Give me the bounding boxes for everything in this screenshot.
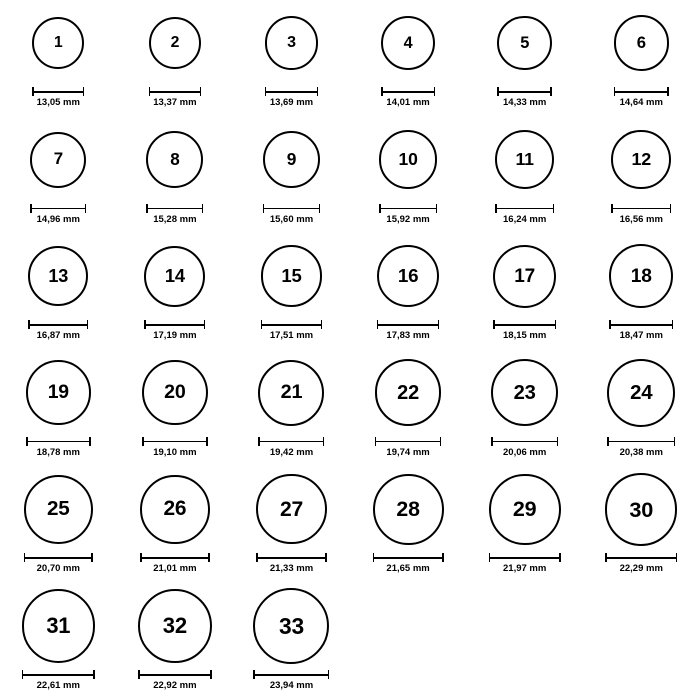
ring-circle-wrap — [0, 117, 117, 203]
ring-size-number: 29 — [512, 496, 537, 521]
ring-circle-icon[interactable] — [607, 359, 675, 427]
ring-circle-icon[interactable] — [491, 359, 558, 426]
ring-size-cell — [117, 233, 234, 341]
diameter-label: 21,01 mm — [153, 563, 197, 575]
ring-circle-wrap — [350, 233, 467, 319]
diameter-label: 13,69 mm — [269, 97, 314, 108]
ring-size-cell — [350, 350, 467, 458]
diameter-measure — [149, 87, 202, 108]
ring-circle-wrap — [0, 233, 117, 319]
caliper-icon — [493, 320, 556, 329]
caliper-icon — [377, 320, 440, 329]
diameter-label: 13,05 mm — [36, 97, 80, 108]
ring-size-cell — [117, 350, 234, 458]
diameter-label: 16,24 mm — [503, 213, 547, 225]
ring-size-cell — [466, 233, 583, 341]
ring-size-cell — [583, 117, 700, 225]
caliper-icon — [142, 437, 207, 446]
ring-size-cell — [233, 233, 350, 341]
diameter-label: 19,10 mm — [153, 446, 197, 458]
caliper-icon — [375, 437, 442, 446]
ring-size-cell — [0, 466, 117, 574]
diameter-measure — [381, 87, 435, 108]
diameter-measure — [253, 670, 329, 691]
ring-size-cell — [0, 350, 117, 458]
ring-size-number: 20 — [164, 380, 186, 403]
ring-size-cell — [583, 0, 700, 108]
diameter-label: 23,94 mm — [269, 679, 314, 691]
ring-circle-wrap — [466, 466, 583, 552]
caliper-icon — [605, 553, 677, 562]
ring-size-number: 10 — [398, 148, 418, 169]
ring-size-cell — [117, 117, 234, 225]
ring-size-number: 24 — [630, 381, 653, 404]
ring-circle-wrap — [0, 466, 117, 552]
ring-circle-wrap — [233, 583, 350, 669]
ring-circle-wrap — [466, 233, 583, 319]
ring-size-number: 17 — [514, 265, 536, 287]
ring-circle-wrap — [350, 117, 467, 203]
ring-size-number: 6 — [636, 32, 646, 52]
ring-size-cell — [0, 583, 117, 691]
ring-size-number: 1 — [54, 34, 63, 52]
diameter-measure — [22, 670, 95, 691]
ring-circle-icon[interactable] — [142, 360, 207, 425]
ring-size-cell — [117, 583, 234, 691]
ring-circle-icon[interactable] — [377, 245, 440, 308]
ring-circle-icon[interactable] — [379, 130, 437, 188]
ring-size-number: 15 — [281, 264, 302, 286]
ring-circle-icon[interactable] — [149, 17, 202, 70]
ring-size-number: 2 — [170, 34, 180, 52]
ring-circle-wrap — [466, 117, 583, 203]
ring-circle-icon[interactable] — [253, 588, 329, 664]
ring-circle-wrap — [0, 350, 117, 436]
ring-size-row — [0, 583, 700, 700]
ring-size-cell — [583, 466, 700, 574]
ring-circle-wrap — [117, 233, 234, 319]
ring-size-number: 7 — [53, 149, 63, 169]
ring-size-cell — [350, 117, 467, 225]
diameter-measure — [138, 670, 212, 691]
diameter-label: 19,42 mm — [269, 446, 314, 458]
ring-circle-icon[interactable] — [26, 360, 91, 425]
ring-size-cell — [583, 233, 700, 341]
ring-circle-wrap — [466, 0, 583, 86]
caliper-icon — [373, 553, 444, 562]
diameter-measure — [497, 87, 552, 108]
ring-size-number: 5 — [520, 33, 530, 52]
ring-circle-icon[interactable] — [258, 360, 324, 426]
diameter-label: 14,01 mm — [386, 97, 430, 108]
caliper-icon — [26, 437, 91, 446]
ring-size-cell — [233, 466, 350, 574]
ring-circle-wrap — [117, 350, 234, 436]
ring-size-cell — [350, 466, 467, 574]
ring-size-cell — [466, 350, 583, 458]
diameter-label: 14,33 mm — [503, 97, 547, 108]
ring-size-number: 33 — [279, 612, 304, 639]
ring-size-cell — [466, 117, 583, 225]
diameter-measure — [375, 437, 442, 458]
ring-size-number: 19 — [47, 381, 69, 404]
ring-circle-wrap — [350, 350, 467, 436]
ring-circle-wrap — [466, 350, 583, 436]
caliper-icon — [611, 204, 671, 213]
diameter-measure — [611, 204, 671, 225]
diameter-label: 20,38 mm — [619, 446, 663, 458]
diameter-label: 19,74 mm — [386, 446, 430, 458]
caliper-icon — [22, 670, 95, 679]
diameter-measure — [495, 204, 554, 225]
diameter-label: 21,97 mm — [503, 563, 547, 575]
caliper-icon — [253, 670, 329, 679]
caliper-icon — [265, 87, 318, 96]
ring-circle-icon[interactable] — [140, 475, 210, 545]
ring-size-number: 27 — [279, 497, 304, 521]
ring-circle-icon[interactable] — [375, 359, 442, 426]
ring-size-number: 31 — [46, 613, 71, 639]
diameter-label: 22,61 mm — [36, 679, 80, 691]
ring-size-row — [0, 0, 700, 117]
diameter-label: 22,92 mm — [153, 679, 197, 691]
caliper-icon — [607, 437, 675, 446]
diameter-label: 15,92 mm — [386, 213, 430, 225]
ring-size-cell — [350, 0, 467, 108]
diameter-measure — [142, 437, 207, 458]
ring-size-row — [0, 350, 700, 467]
ring-circle-icon[interactable] — [381, 16, 435, 70]
caliper-icon — [32, 87, 84, 96]
diameter-label: 21,33 mm — [269, 563, 314, 575]
ring-circle-wrap — [233, 0, 350, 86]
ring-circle-wrap — [233, 466, 350, 552]
ring-size-number: 13 — [48, 266, 69, 287]
diameter-label: 21,65 mm — [386, 563, 430, 575]
ring-size-number: 30 — [629, 496, 654, 522]
caliper-icon — [261, 320, 323, 329]
diameter-measure — [379, 204, 437, 225]
ring-size-cell — [233, 117, 350, 225]
ring-circle-wrap — [117, 583, 234, 669]
diameter-measure — [263, 204, 321, 225]
diameter-label: 17,19 mm — [153, 330, 197, 342]
diameter-label: 16,87 mm — [36, 330, 80, 342]
diameter-measure — [609, 320, 673, 341]
ring-circle-icon[interactable] — [144, 246, 205, 307]
ring-size-cell — [466, 466, 583, 574]
ring-circle-icon[interactable] — [24, 475, 93, 544]
ring-size-cell — [233, 583, 350, 691]
diameter-measure — [30, 204, 86, 225]
ring-circle-icon[interactable] — [256, 474, 326, 544]
caliper-icon — [138, 670, 212, 679]
ring-size-number: 3 — [287, 33, 296, 51]
ring-circle-icon[interactable] — [609, 244, 673, 308]
ring-circle-icon[interactable] — [265, 16, 318, 69]
diameter-label: 18,15 mm — [503, 330, 547, 342]
diameter-label: 17,83 mm — [386, 330, 430, 342]
diameter-measure — [144, 320, 205, 341]
diameter-label: 18,78 mm — [36, 446, 80, 458]
ring-circle-icon[interactable] — [497, 16, 552, 71]
caliper-icon — [140, 553, 210, 562]
ring-size-number: 22 — [397, 381, 419, 404]
ring-circle-icon[interactable] — [22, 589, 95, 662]
ring-size-number: 32 — [162, 612, 187, 638]
diameter-label: 14,64 mm — [619, 97, 663, 108]
caliper-icon — [614, 87, 670, 96]
ring-size-row — [0, 466, 700, 583]
ring-size-number: 8 — [170, 150, 180, 170]
ring-size-number: 12 — [631, 148, 652, 169]
ring-circle-wrap — [583, 350, 700, 436]
diameter-measure — [489, 553, 561, 574]
ring-circle-wrap — [0, 583, 117, 669]
ring-size-cell — [0, 0, 117, 108]
diameter-measure — [377, 320, 440, 341]
diameter-label: 16,56 mm — [619, 213, 663, 225]
ring-circle-wrap — [117, 0, 234, 86]
caliper-icon — [609, 320, 673, 329]
ring-circle-icon[interactable] — [605, 473, 677, 545]
ring-size-cell — [117, 466, 234, 574]
ring-circle-icon[interactable] — [611, 130, 671, 190]
ring-circle-icon[interactable] — [261, 245, 323, 307]
caliper-icon — [489, 553, 561, 562]
ring-size-number: 4 — [403, 33, 413, 52]
ring-circle-wrap — [583, 117, 700, 203]
ring-size-number: 9 — [286, 148, 297, 169]
caliper-icon — [497, 87, 552, 96]
diameter-measure — [146, 204, 203, 225]
diameter-label: 13,37 mm — [153, 97, 197, 108]
ring-circle-wrap — [233, 117, 350, 203]
diameter-label: 20,06 mm — [503, 446, 547, 458]
ring-circle-icon[interactable] — [28, 246, 88, 306]
caliper-icon — [24, 553, 93, 562]
diameter-label: 17,51 mm — [269, 330, 314, 342]
ring-size-number: 21 — [280, 380, 303, 403]
caliper-icon — [379, 204, 437, 213]
ring-circle-wrap — [233, 350, 350, 436]
caliper-icon — [256, 553, 326, 562]
ring-circle-icon[interactable] — [495, 130, 554, 189]
diameter-label: 22,29 mm — [619, 563, 663, 575]
ring-circle-icon[interactable] — [30, 132, 86, 188]
ring-size-number: 18 — [630, 265, 652, 287]
ring-circle-wrap — [350, 0, 467, 86]
ring-circle-icon[interactable] — [146, 131, 203, 188]
ring-circle-wrap — [350, 466, 467, 552]
ring-size-cell — [466, 0, 583, 108]
ring-circle-wrap — [233, 233, 350, 319]
diameter-label: 15,60 mm — [269, 213, 314, 225]
ring-size-cell — [583, 350, 700, 458]
ring-circle-wrap — [583, 233, 700, 319]
diameter-measure — [373, 553, 444, 574]
ring-circle-icon[interactable] — [138, 589, 212, 663]
diameter-measure — [24, 553, 93, 574]
diameter-label: 14,96 mm — [36, 213, 80, 225]
ring-size-number: 23 — [513, 381, 536, 404]
ring-circle-wrap — [0, 0, 117, 86]
ring-circle-icon[interactable] — [263, 131, 321, 189]
caliper-icon — [491, 437, 558, 446]
ring-circle-icon[interactable] — [493, 245, 556, 308]
ring-size-number: 25 — [46, 497, 70, 521]
ring-size-number: 28 — [396, 496, 420, 521]
diameter-measure — [32, 87, 84, 108]
diameter-measure — [493, 320, 556, 341]
caliper-icon — [263, 204, 321, 213]
diameter-measure — [607, 437, 675, 458]
ring-circle-wrap — [117, 466, 234, 552]
ring-circle-icon[interactable] — [614, 15, 670, 71]
diameter-measure — [491, 437, 558, 458]
ring-size-cell — [117, 0, 234, 108]
ring-circle-icon[interactable] — [489, 474, 561, 546]
diameter-measure — [28, 320, 88, 341]
diameter-measure — [258, 437, 324, 458]
ring-size-cell — [0, 233, 117, 341]
diameter-measure — [256, 553, 326, 574]
diameter-label: 20,70 mm — [36, 563, 80, 575]
ring-size-number: 16 — [397, 264, 419, 286]
ring-size-row — [0, 233, 700, 350]
diameter-measure — [614, 87, 670, 108]
ring-size-number: 14 — [164, 265, 185, 287]
caliper-icon — [144, 320, 205, 329]
caliper-icon — [381, 87, 435, 96]
ring-size-number: 11 — [515, 148, 534, 169]
caliper-icon — [258, 437, 324, 446]
ring-size-cell — [233, 0, 350, 108]
caliper-icon — [146, 204, 203, 213]
diameter-label: 15,28 mm — [153, 213, 197, 225]
diameter-measure — [605, 553, 677, 574]
ring-size-cell — [350, 233, 467, 341]
ring-circle-icon[interactable] — [373, 474, 444, 545]
ring-size-row — [0, 117, 700, 234]
ring-circle-icon[interactable] — [32, 17, 84, 69]
caliper-icon — [149, 87, 202, 96]
ring-size-number: 26 — [163, 496, 187, 520]
caliper-icon — [30, 204, 86, 213]
caliper-icon — [28, 320, 88, 329]
ring-size-cell — [233, 350, 350, 458]
diameter-measure — [261, 320, 323, 341]
ring-circle-wrap — [117, 117, 234, 203]
caliper-icon — [495, 204, 554, 213]
ring-circle-wrap — [583, 0, 700, 86]
ring-size-cell — [0, 117, 117, 225]
diameter-measure — [140, 553, 210, 574]
diameter-label: 18,47 mm — [619, 330, 663, 342]
ring-circle-wrap — [583, 466, 700, 552]
diameter-measure — [26, 437, 91, 458]
diameter-measure — [265, 87, 318, 108]
